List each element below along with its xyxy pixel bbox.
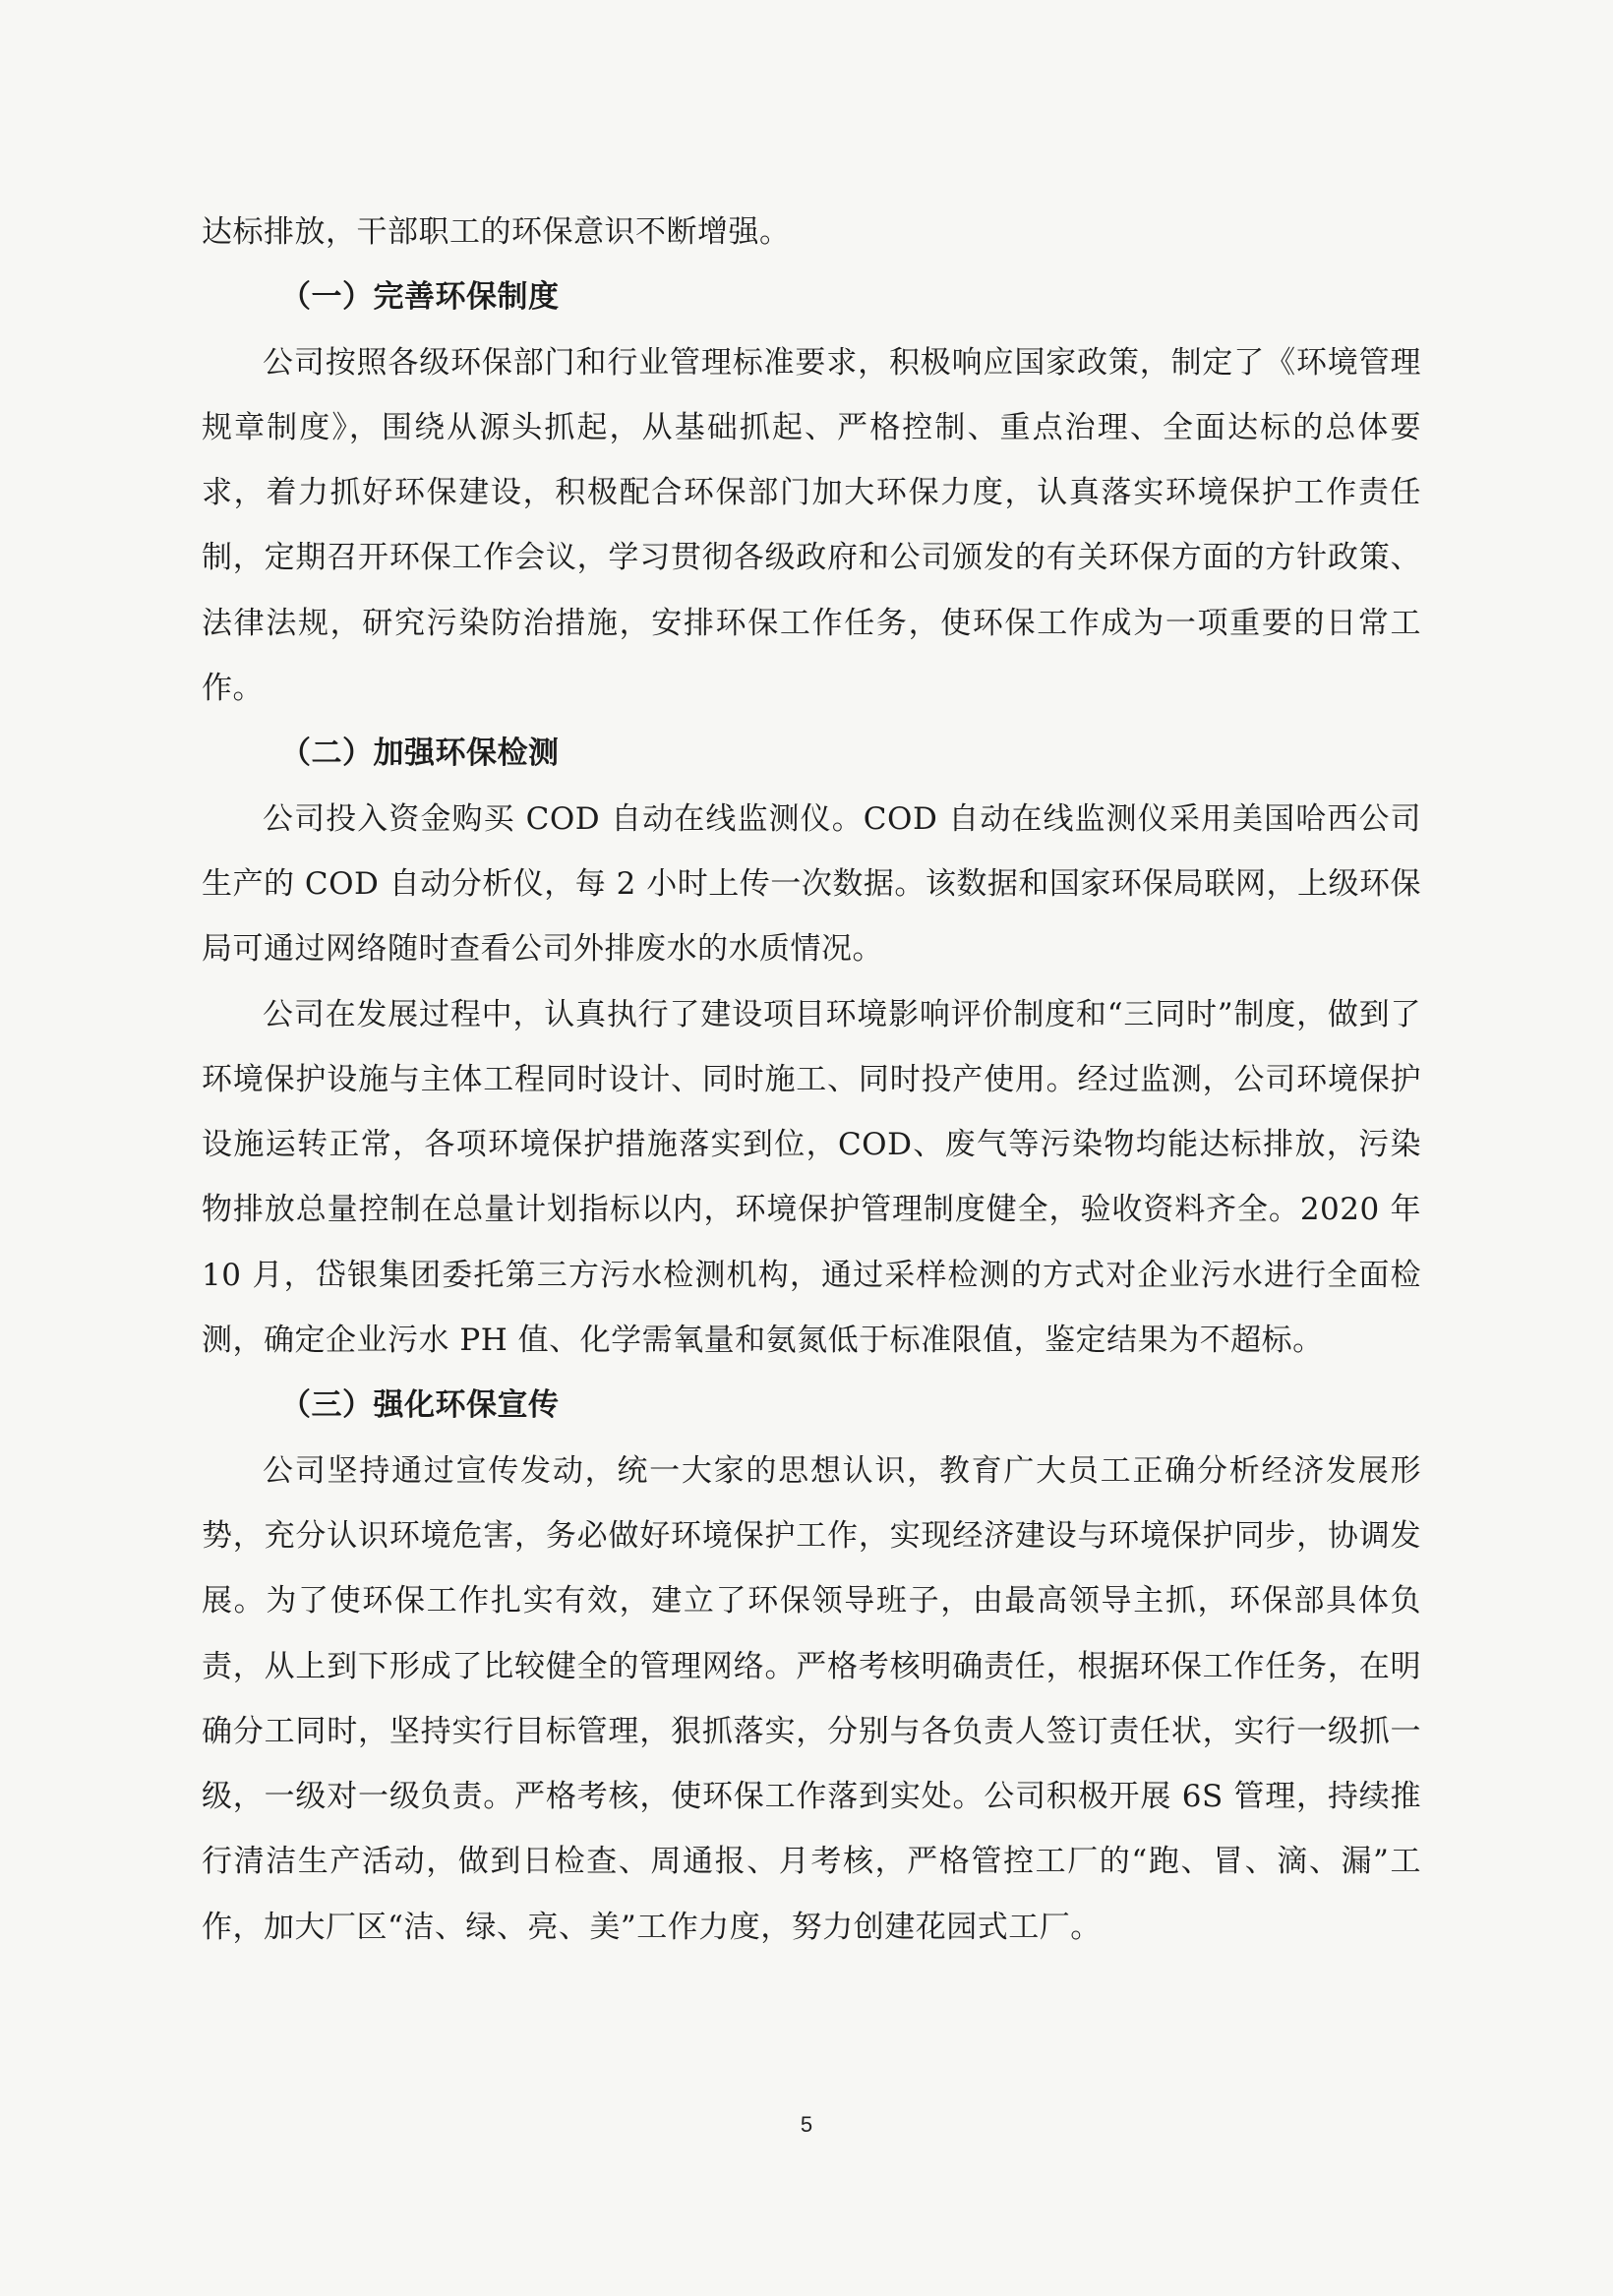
paragraph-cod-monitoring: 公司投入资金购买 COD 自动在线监测仪。COD 自动在线监测仪采用美国哈西公司生产的 COD 自动分析仪，每 2 小时上传一次数据。该数据和国家环保局联网，上级环保局可通过网络随时查看公司外排废水的水质情况。 (202, 800, 1421, 968)
paragraph-environmental-regulations: 公司按照各级环保部门和行业管理标准要求，积极响应国家政策，制定了《环境管理规章制度》，围绕从源头抓起，从基础抓起、严格控制、重点治理、全面达标的总体要求，着力抓好环保建设，积极配合环保部门加大环保力度，认真落实环境保护工作责任制，定期召开环保工作会议，学习贯彻各级政府和公司颁发的有关环保方面的方针政策、法律法规，研究污染防治措施，安排环保工作任务，使环保工作成为一项重要的日常工作。 (202, 344, 1421, 707)
page-number: 5 (800, 2112, 813, 2137)
document-body (202, 200, 1421, 1960)
paragraph-continuation: 达标排放，干部职工的环保意识不断增强。 (202, 214, 791, 250)
section-heading-1: （一）完善环保制度 (280, 279, 560, 316)
section-heading-3: （三）强化环保宣传 (280, 1387, 560, 1424)
paragraph-three-simultaneous: 公司在发展过程中，认真执行了建设项目环境影响评价制度和“三同时”制度，做到了环境保护设施与主体工程同时设计、同时施工、同时投产使用。经过监测，公司环境保护设施运转正常，各项环境保护措施落实到位，COD、废气等污染物均能达标排放，污染物排放总量控制在总量计划指标以内，环境保护管理制度健全，验收资料齐全。2020 年 10 月，岱银集团委托第三方污水检测机构，通过采样检测的方式对企业污水进行全面检测，确定企业污水 PH 值、化学需氧量和氨氮低于标准限值，鉴定结果为不超标。 (202, 996, 1421, 1359)
paragraph-publicity: 公司坚持通过宣传发动，统一大家的思想认识，教育广大员工正确分析经济发展形势，充分认识环境危害，务必做好环境保护工作，实现经济建设与环境保护同步，协调发展。为了使环保工作扎实有效，建立了环保领导班子，由最高领导主抓，环保部具体负责，从上到下形成了比较健全的管理网络。严格考核明确责任，根据环保工作任务，在明确分工同时，坚持实行目标管理，狠抓落实，分别与各负责人签订责任状，实行一级抓一级，一级对一级负责。严格考核，使环保工作落到实处。公司积极开展 6S 管理，持续推行清洁生产活动，做到日检查、周通报、月考核，严格管控工厂的“跑、冒、滴、漏”工作，加大厂区“洁、绿、亮、美”工作力度，努力创建花园式工厂。 (202, 1452, 1421, 1945)
section-heading-2: （二）加强环保检测 (280, 736, 560, 772)
